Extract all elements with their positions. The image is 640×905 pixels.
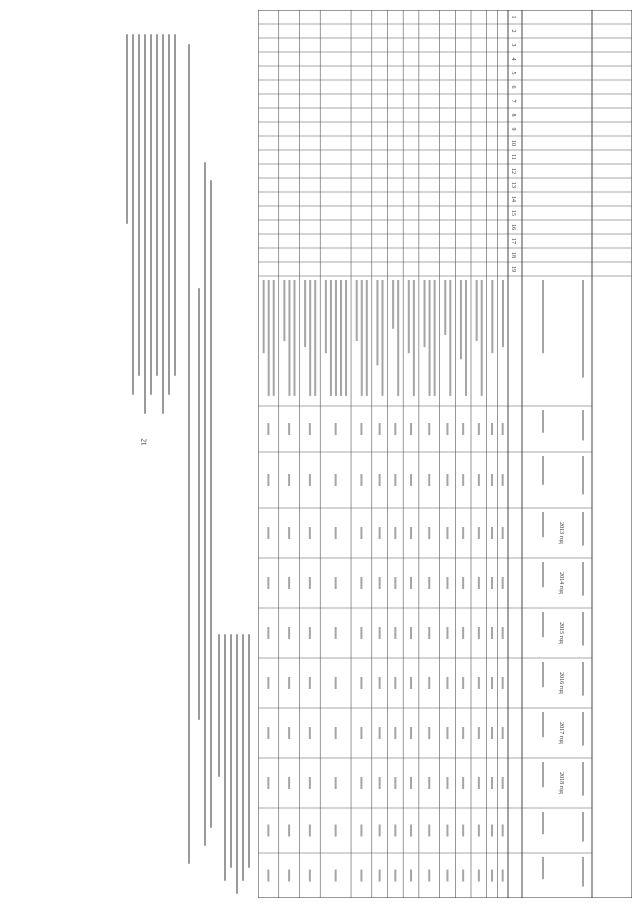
year-header: 2014 год [558, 572, 564, 594]
row-text-line [366, 280, 368, 396]
row-text-line [460, 280, 462, 359]
cell-value [309, 423, 311, 435]
column-number: 9 [510, 127, 516, 131]
cell-value [267, 777, 269, 789]
cell-value [478, 423, 480, 435]
text-line [168, 34, 170, 395]
cell-value [446, 627, 448, 639]
header-text-line [542, 662, 544, 687]
year-header: 2016 год [558, 672, 564, 694]
text-line [156, 34, 158, 376]
text-line [236, 634, 238, 894]
row-text-line [392, 280, 394, 329]
column-number: 16 [510, 224, 516, 230]
text-line [188, 44, 190, 864]
cell-value [462, 527, 464, 539]
cell-value [379, 474, 381, 486]
row-text-line [335, 280, 337, 396]
text-line [144, 34, 146, 414]
cell-value [288, 677, 290, 689]
header-text-line [542, 812, 544, 834]
cell-value [288, 474, 290, 486]
cell-value [410, 677, 412, 689]
cell-value [360, 727, 362, 739]
column-number: 6 [510, 85, 516, 89]
cell-value [491, 870, 493, 882]
cell-value [502, 627, 504, 639]
column-number: 18 [510, 252, 516, 258]
row-text-line [325, 280, 327, 353]
row-text-line [361, 280, 363, 396]
cell-value [446, 577, 448, 589]
text-line [150, 34, 152, 395]
header-text-line [582, 512, 584, 546]
column-number: 12 [510, 168, 516, 174]
table-border [258, 10, 632, 898]
text-line [174, 34, 176, 376]
header-text-line [542, 857, 544, 879]
cell-value [288, 627, 290, 639]
cell-value [394, 627, 396, 639]
program-table-grid [258, 10, 632, 898]
header-text-line [582, 410, 584, 440]
cell-value [428, 825, 430, 837]
row-text-line [268, 280, 270, 396]
cell-value [491, 423, 493, 435]
row-text-line [502, 280, 504, 347]
row-text-line [345, 280, 347, 396]
cell-value [379, 677, 381, 689]
cell-value [428, 527, 430, 539]
cell-value [462, 870, 464, 882]
cell-value [379, 727, 381, 739]
row-text-line [465, 280, 467, 396]
column-number: 19 [510, 266, 516, 272]
cell-value [360, 627, 362, 639]
header-text-line [582, 857, 584, 887]
cell-value [502, 825, 504, 837]
cell-value [360, 677, 362, 689]
row-text-line [481, 280, 483, 396]
text-line [198, 288, 200, 720]
cell-value [446, 870, 448, 882]
cell-value [360, 777, 362, 789]
cell-value [446, 527, 448, 539]
cell-value [428, 677, 430, 689]
cell-value [267, 727, 269, 739]
cell-value [462, 727, 464, 739]
cell-value [502, 677, 504, 689]
cell-value [428, 870, 430, 882]
document-header [140, 14, 250, 900]
cell-value [491, 577, 493, 589]
cell-value [379, 423, 381, 435]
column-number: 11 [510, 154, 516, 160]
row-text-line [449, 280, 451, 396]
cell-value [502, 727, 504, 739]
column-number: 8 [510, 113, 516, 117]
cell-value [502, 870, 504, 882]
header-text-line [582, 562, 584, 596]
row-text-line [376, 280, 378, 365]
column-number: 17 [510, 238, 516, 244]
cell-value [410, 423, 412, 435]
text-line [248, 634, 250, 868]
cell-value [267, 677, 269, 689]
cell-value [478, 527, 480, 539]
cell-value [491, 677, 493, 689]
cell-value [410, 870, 412, 882]
cell-value [360, 870, 362, 882]
cell-value [478, 727, 480, 739]
row-text-line [424, 280, 426, 347]
cell-value [428, 474, 430, 486]
row-text-line [476, 280, 478, 341]
cell-value [462, 677, 464, 689]
header-text-line [582, 812, 584, 842]
cell-value [267, 577, 269, 589]
cell-value [491, 825, 493, 837]
program-legend [122, 34, 176, 414]
row-text-line [314, 280, 316, 396]
cell-value [394, 677, 396, 689]
year-header: 2018 год [558, 772, 564, 794]
cell-value [309, 825, 311, 837]
cell-value [394, 527, 396, 539]
header-text-line [582, 762, 584, 796]
cell-value [502, 577, 504, 589]
cell-value [478, 577, 480, 589]
row-text-line [491, 280, 493, 353]
cell-value [446, 777, 448, 789]
cell-value [394, 577, 396, 589]
row-text-line [434, 280, 436, 396]
cell-value [462, 423, 464, 435]
text-line [230, 634, 232, 868]
row-text-line [330, 280, 332, 396]
column-number: 1 [510, 15, 516, 19]
cell-value [309, 577, 311, 589]
row-text-line [444, 280, 446, 335]
text-line [126, 34, 128, 224]
column-number: 10 [510, 140, 516, 146]
cell-value [502, 777, 504, 789]
cell-value [462, 777, 464, 789]
row-text-line [304, 280, 306, 347]
column-number: 14 [510, 196, 516, 202]
cell-value [394, 870, 396, 882]
cell-value [491, 777, 493, 789]
cell-value [491, 627, 493, 639]
cell-value [394, 727, 396, 739]
cell-value [491, 727, 493, 739]
row-text-line [429, 280, 431, 396]
header-text-line [542, 712, 544, 737]
cell-value [309, 677, 311, 689]
cell-value [502, 527, 504, 539]
cell-value [335, 677, 337, 689]
program-table [258, 10, 632, 898]
cell-value [410, 777, 412, 789]
cell-value [410, 825, 412, 837]
cell-value [502, 423, 504, 435]
cell-value [335, 627, 337, 639]
program-administrator [184, 44, 190, 864]
text-line [204, 162, 206, 846]
cell-value [288, 577, 290, 589]
header-text-line [542, 280, 544, 353]
cell-value [394, 777, 396, 789]
cell-value [309, 627, 311, 639]
cell-value [410, 474, 412, 486]
cell-value [478, 474, 480, 486]
row-text-line [293, 280, 295, 396]
cell-value [309, 474, 311, 486]
cell-value [491, 527, 493, 539]
header-text-line [542, 612, 544, 637]
cell-value [360, 527, 362, 539]
header-text-line [542, 762, 544, 787]
cell-value [335, 577, 337, 589]
header-text-line [542, 456, 544, 485]
header-text-line [582, 712, 584, 746]
row-text-line [273, 280, 275, 396]
header-text-line [542, 410, 544, 433]
column-number: 13 [510, 182, 516, 188]
cell-value [502, 474, 504, 486]
column-number: 3 [510, 43, 516, 47]
row-text-line [397, 280, 399, 396]
year-header: 2017 год [558, 722, 564, 744]
cell-value [462, 627, 464, 639]
row-text-line [288, 280, 290, 396]
program-title [194, 144, 212, 864]
text-line [224, 634, 226, 881]
cell-value [410, 577, 412, 589]
cell-value [267, 870, 269, 882]
cell-value [335, 727, 337, 739]
year-header: 2013 год [558, 522, 564, 544]
cell-value [379, 577, 381, 589]
cell-value [446, 677, 448, 689]
cell-value [335, 423, 337, 435]
cell-value [288, 423, 290, 435]
cell-value [267, 527, 269, 539]
cell-value [428, 423, 430, 435]
row-text-line [413, 280, 415, 396]
cell-value [491, 474, 493, 486]
header-text-line [542, 562, 544, 587]
cell-value [288, 527, 290, 539]
cell-value [288, 870, 290, 882]
cell-value [379, 825, 381, 837]
cell-value [428, 627, 430, 639]
row-text-line [356, 280, 358, 341]
column-number: 15 [510, 210, 516, 216]
cell-value [335, 777, 337, 789]
text-line [132, 34, 134, 395]
column-number: 5 [510, 71, 516, 75]
cell-value [335, 870, 337, 882]
cell-value [478, 627, 480, 639]
cell-value [410, 627, 412, 639]
cell-value [462, 577, 464, 589]
cell-value [462, 474, 464, 486]
row-text-line [283, 280, 285, 341]
column-number: 2 [510, 29, 516, 33]
cell-value [335, 825, 337, 837]
cell-value [446, 423, 448, 435]
cell-value [394, 825, 396, 837]
year-header: 2015 год [558, 622, 564, 644]
cell-value [446, 825, 448, 837]
cell-value [360, 577, 362, 589]
cell-value [360, 825, 362, 837]
cell-value [335, 527, 337, 539]
cell-value [379, 527, 381, 539]
row-text-line [340, 280, 342, 396]
row-text-line [408, 280, 410, 353]
cell-value [288, 727, 290, 739]
header-text-line [582, 662, 584, 696]
column-number: 7 [510, 99, 516, 103]
column-number: 4 [510, 57, 516, 61]
cell-value [309, 527, 311, 539]
cell-value [360, 423, 362, 435]
text-line [218, 634, 220, 777]
cell-value [478, 677, 480, 689]
appendix-caption [214, 634, 250, 894]
cell-value [410, 527, 412, 539]
cell-value [267, 825, 269, 837]
cell-value [309, 727, 311, 739]
cell-value [446, 727, 448, 739]
cell-value [478, 777, 480, 789]
cell-value [428, 577, 430, 589]
cell-value [267, 423, 269, 435]
header-text-line [582, 280, 584, 378]
cell-value [379, 777, 381, 789]
cell-value [267, 474, 269, 486]
cell-value [309, 777, 311, 789]
cell-value [428, 727, 430, 739]
text-line [138, 34, 140, 376]
cell-value [428, 777, 430, 789]
header-text-line [582, 612, 584, 646]
cell-value [410, 727, 412, 739]
cell-value [288, 825, 290, 837]
cell-value [335, 474, 337, 486]
cell-value [379, 870, 381, 882]
cell-value [462, 825, 464, 837]
row-text-line [381, 280, 383, 396]
text-line [210, 180, 212, 828]
row-text-line [309, 280, 311, 396]
text-line [162, 34, 164, 414]
text-line [242, 634, 244, 881]
cell-value [309, 870, 311, 882]
page-number: 21 [139, 438, 148, 446]
cell-value [288, 777, 290, 789]
cell-value [478, 825, 480, 837]
cell-value [446, 474, 448, 486]
cell-value [394, 474, 396, 486]
cell-value [360, 474, 362, 486]
cell-value [478, 870, 480, 882]
header-text-line [582, 456, 584, 494]
cell-value [379, 627, 381, 639]
cell-value [394, 423, 396, 435]
row-text-line [263, 280, 265, 353]
header-text-line [542, 512, 544, 537]
cell-value [267, 627, 269, 639]
